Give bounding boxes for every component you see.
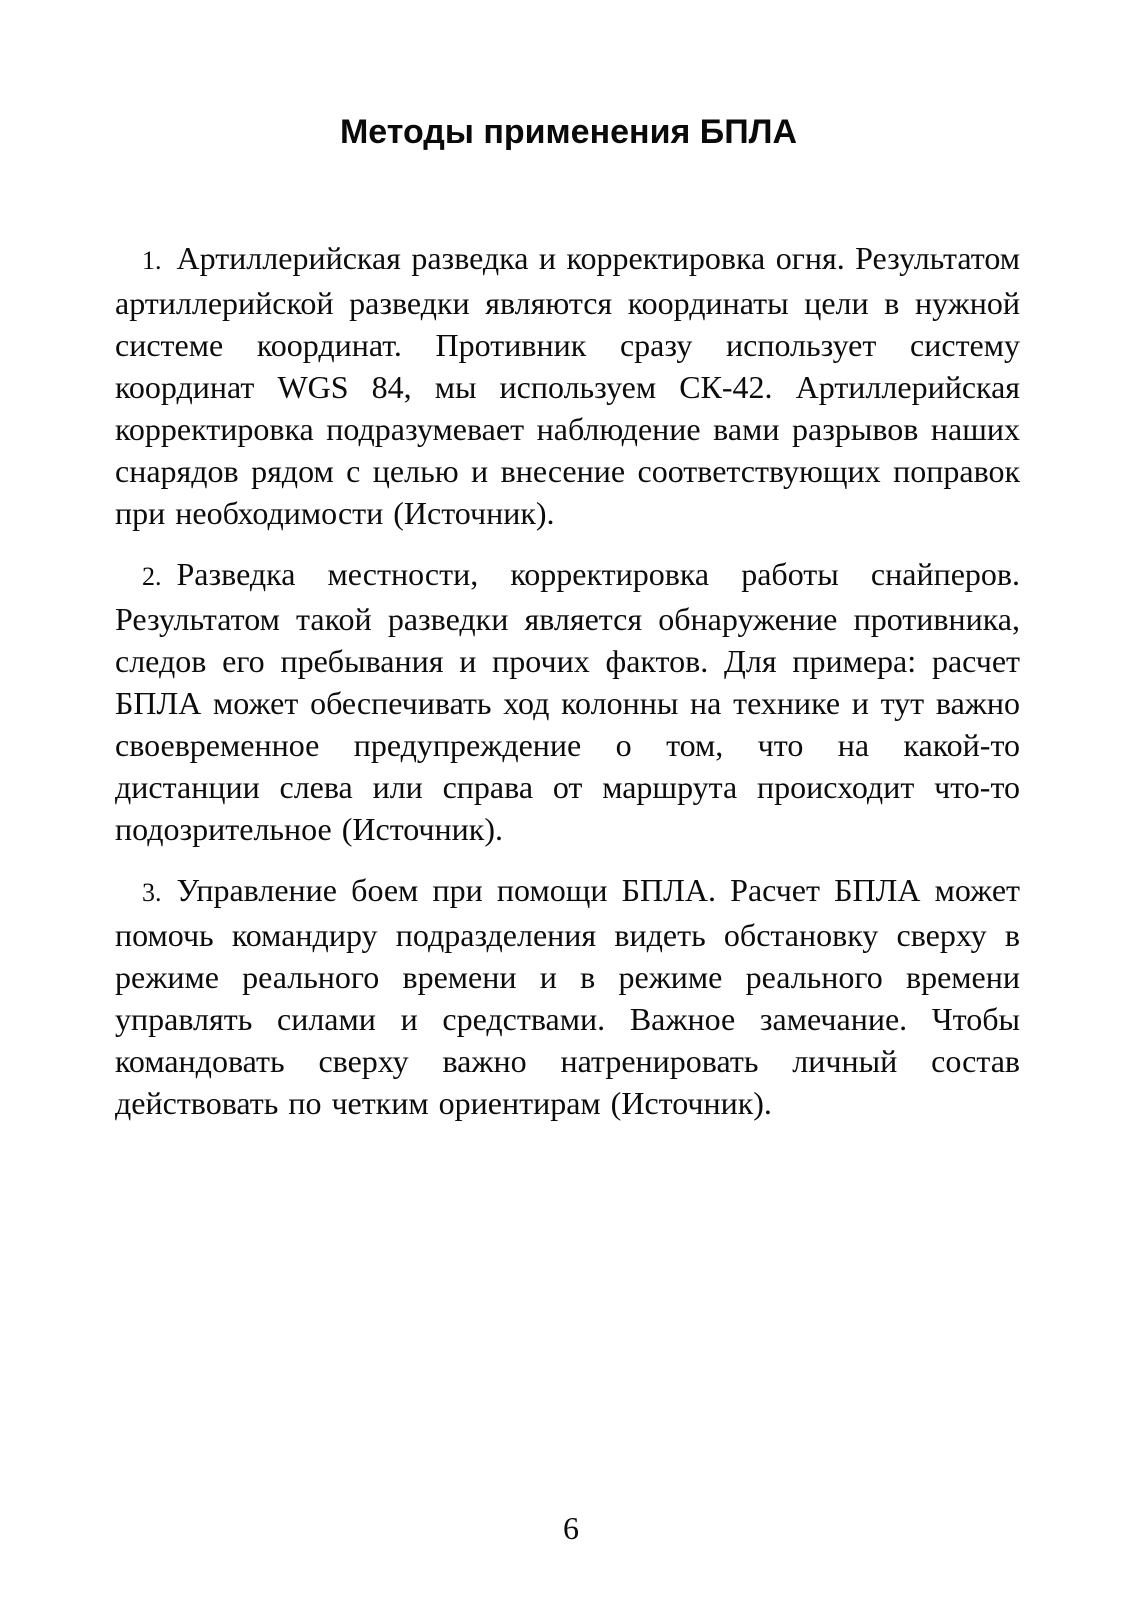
list-number-3: 3.	[142, 877, 162, 907]
paragraph-3-text: Управление боем при помощи БПЛА. Расчет БПЛА может помочь командиру подразделения видеть обстановку сверху в режиме реального времени и в режиме реального времени управлять силами и средствами. Важное замечание. Чтобы командовать сверху важно натренировать личный состав действовать по четким ориентирам (Источник).	[115, 871, 1020, 1121]
paragraph-2	[115, 553, 1020, 850]
page-title: Методы применения БПЛА	[339, 113, 798, 151]
list-number-1: 1.	[142, 245, 162, 275]
paragraph-3	[115, 869, 1020, 1124]
document-body	[115, 237, 1020, 1124]
paragraph-2-text: Разведка местности, корректировка работы снайперов. Результатом такой разведки является обнаружение противника, следов его пребывания и прочих фактов. Для примера: расчет БПЛА может обеспечивать ход колонны на технике и тут важно своевременное предупреждение о том, что на какой-то дистанции слева или справа от маршрута происходит что-то подозрительное (Источник).	[115, 555, 1020, 847]
page-number: 6	[563, 1510, 579, 1546]
paragraph-1-text: Артиллерийская разведка и корректировка огня. Результатом артиллерийской разведки являются координаты цели в нужной системе координат. Противник сразу использует систему координат WGS 84, мы используем СК-42. Артиллерийская корректировка подразумевает наблюдение вами разрывов наших снарядов рядом с целью и внесение соответствующих поправок при необходимости (Источник).	[115, 239, 1020, 531]
paragraph-1	[115, 237, 1020, 534]
list-number-2: 2.	[142, 561, 162, 591]
